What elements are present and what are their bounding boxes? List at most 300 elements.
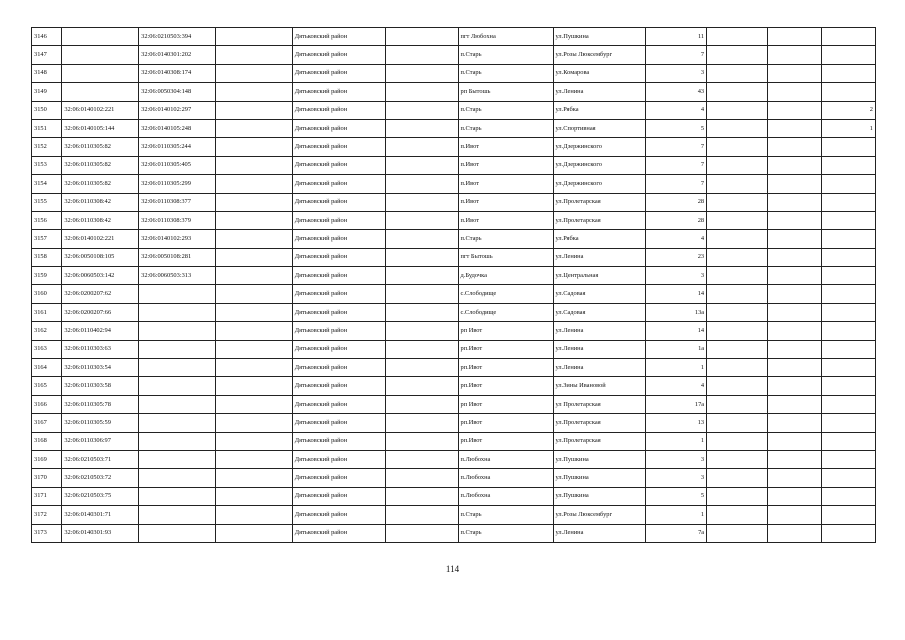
- row-index-cell: 3167: [32, 414, 62, 432]
- cadastral-number-parcel-cell: 32:06:0110305:59: [62, 414, 139, 432]
- street-cell: ул.Дзержинского: [553, 156, 646, 174]
- row-index-cell: 3159: [32, 267, 62, 285]
- extra-col-cell: [215, 83, 292, 101]
- district-cell: Дятьковский район: [292, 267, 385, 285]
- col-10-cell: [707, 46, 768, 64]
- col-10-cell: [707, 395, 768, 413]
- extra-col-cell: [215, 193, 292, 211]
- street-cell: ул.Садовая: [553, 285, 646, 303]
- col-12-cell: [822, 469, 876, 487]
- cadastral-number-parcel-cell: 32:06:0110303:54: [62, 359, 139, 377]
- extra-col-cell: [215, 156, 292, 174]
- cadastral-number-parcel-cell: 32:06:0110305:82: [62, 175, 139, 193]
- cadastral-number-parcel-cell: 32:06:0110303:58: [62, 377, 139, 395]
- street-cell: ул.Пушкина: [553, 487, 646, 505]
- row-index-cell: 3155: [32, 193, 62, 211]
- row-index-cell: 3172: [32, 506, 62, 524]
- col-11-cell: [767, 303, 822, 321]
- page-number: 114: [445, 564, 460, 574]
- table-row: [32, 64, 876, 82]
- extra-col-cell: [215, 211, 292, 229]
- table-row: [32, 303, 876, 321]
- settlement-cell: рп.Ивот: [458, 414, 553, 432]
- district-cell: Дятьковский район: [292, 138, 385, 156]
- extra-col-cell: [215, 175, 292, 193]
- table-row: [32, 101, 876, 119]
- empty-col-cell: [385, 377, 458, 395]
- cadastral-number-parcel-cell: [62, 46, 139, 64]
- table-row: [32, 469, 876, 487]
- street-cell: ул.Садовая: [553, 303, 646, 321]
- district-cell: Дятьковский район: [292, 506, 385, 524]
- col-12-cell: [822, 211, 876, 229]
- district-cell: Дятьковский район: [292, 432, 385, 450]
- empty-col-cell: [385, 340, 458, 358]
- table-row: [32, 285, 876, 303]
- house-number-cell: 7: [646, 156, 707, 174]
- cadastral-number-object-cell: 32:06:0210503:394: [139, 28, 216, 46]
- cadastral-number-parcel-cell: 32:06:0050108:105: [62, 248, 139, 266]
- table-row: [32, 211, 876, 229]
- cadastral-number-object-cell: [139, 506, 216, 524]
- table-row: [32, 487, 876, 505]
- street-cell: ул.Пролетарская: [553, 432, 646, 450]
- table-row: [32, 377, 876, 395]
- cadastral-number-parcel-cell: [62, 28, 139, 46]
- cadastral-number-parcel-cell: 32:06:0110305:82: [62, 156, 139, 174]
- col-11-cell: [767, 101, 822, 119]
- extra-col-cell: [215, 267, 292, 285]
- row-index-cell: 3158: [32, 248, 62, 266]
- house-number-cell: 1: [646, 506, 707, 524]
- col-12-cell: [822, 156, 876, 174]
- cadastral-number-object-cell: [139, 340, 216, 358]
- col-12-cell: [822, 414, 876, 432]
- settlement-cell: с.Слободище: [458, 303, 553, 321]
- settlement-cell: п.Старь: [458, 119, 553, 137]
- cadastral-number-object-cell: 32:06:0110305:405: [139, 156, 216, 174]
- empty-col-cell: [385, 248, 458, 266]
- cadastral-number-object-cell: 32:06:0050108:281: [139, 248, 216, 266]
- house-number-cell: 5: [646, 487, 707, 505]
- house-number-cell: 13а: [646, 303, 707, 321]
- table-row: [32, 28, 876, 46]
- col-10-cell: [707, 156, 768, 174]
- property-registry-table: [31, 27, 876, 543]
- house-number-cell: 14: [646, 322, 707, 340]
- empty-col-cell: [385, 193, 458, 211]
- cadastral-number-object-cell: [139, 450, 216, 468]
- street-cell: ул.Розы Люксембург: [553, 506, 646, 524]
- settlement-cell: рп.Ивот: [458, 340, 553, 358]
- settlement-cell: д.Будочка: [458, 267, 553, 285]
- settlement-cell: п.Старь: [458, 506, 553, 524]
- empty-col-cell: [385, 303, 458, 321]
- col-11-cell: [767, 285, 822, 303]
- col-12-cell: 2: [822, 101, 876, 119]
- col-11-cell: [767, 487, 822, 505]
- empty-col-cell: [385, 138, 458, 156]
- house-number-cell: 4: [646, 377, 707, 395]
- empty-col-cell: [385, 175, 458, 193]
- cadastral-number-object-cell: [139, 322, 216, 340]
- col-11-cell: [767, 211, 822, 229]
- cadastral-number-parcel-cell: 32:06:0210503:75: [62, 487, 139, 505]
- col-11-cell: [767, 322, 822, 340]
- district-cell: Дятьковский район: [292, 469, 385, 487]
- table-row: [32, 175, 876, 193]
- cadastral-number-object-cell: 32:06:0110305:299: [139, 175, 216, 193]
- row-index-cell: 3164: [32, 359, 62, 377]
- cadastral-number-object-cell: [139, 469, 216, 487]
- table-row: [32, 359, 876, 377]
- col-11-cell: [767, 248, 822, 266]
- street-cell: ул.Ленина: [553, 359, 646, 377]
- col-11-cell: [767, 340, 822, 358]
- settlement-cell: п.Ивот: [458, 175, 553, 193]
- empty-col-cell: [385, 156, 458, 174]
- col-12-cell: [822, 450, 876, 468]
- settlement-cell: с.Слободище: [458, 285, 553, 303]
- table-row: [32, 193, 876, 211]
- settlement-cell: п.Старь: [458, 101, 553, 119]
- district-cell: Дятьковский район: [292, 175, 385, 193]
- street-cell: ул.Пролетарская: [553, 414, 646, 432]
- row-index-cell: 3166: [32, 395, 62, 413]
- settlement-cell: п.Любохна: [458, 450, 553, 468]
- table-row: [32, 395, 876, 413]
- street-cell: ул.Спортивная: [553, 119, 646, 137]
- extra-col-cell: [215, 469, 292, 487]
- col-10-cell: [707, 359, 768, 377]
- extra-col-cell: [215, 377, 292, 395]
- col-12-cell: 1: [822, 119, 876, 137]
- row-index-cell: 3170: [32, 469, 62, 487]
- cadastral-number-parcel-cell: 32:06:0140105:144: [62, 119, 139, 137]
- street-cell: ул Пролетарская: [553, 395, 646, 413]
- district-cell: Дятьковский район: [292, 340, 385, 358]
- cadastral-number-object-cell: 32:06:0140102:293: [139, 230, 216, 248]
- col-11-cell: [767, 524, 822, 542]
- empty-col-cell: [385, 469, 458, 487]
- house-number-cell: 1: [646, 359, 707, 377]
- settlement-cell: рп.Ивот: [458, 377, 553, 395]
- cadastral-number-object-cell: 32:06:0140301:202: [139, 46, 216, 64]
- empty-col-cell: [385, 83, 458, 101]
- col-10-cell: [707, 450, 768, 468]
- table-row: [32, 46, 876, 64]
- district-cell: Дятьковский район: [292, 101, 385, 119]
- col-12-cell: [822, 395, 876, 413]
- empty-col-cell: [385, 285, 458, 303]
- cadastral-number-parcel-cell: 32:06:0140102:221: [62, 230, 139, 248]
- street-cell: ул.Дзержинского: [553, 138, 646, 156]
- district-cell: Дятьковский район: [292, 359, 385, 377]
- col-12-cell: [822, 359, 876, 377]
- col-11-cell: [767, 119, 822, 137]
- cadastral-number-object-cell: [139, 285, 216, 303]
- extra-col-cell: [215, 248, 292, 266]
- district-cell: Дятьковский район: [292, 230, 385, 248]
- house-number-cell: 7: [646, 175, 707, 193]
- extra-col-cell: [215, 28, 292, 46]
- table-row: [32, 322, 876, 340]
- col-12-cell: [822, 506, 876, 524]
- col-12-cell: [822, 138, 876, 156]
- street-cell: ул.Ленина: [553, 340, 646, 358]
- settlement-cell: рп.Ивот: [458, 359, 553, 377]
- district-cell: Дятьковский район: [292, 193, 385, 211]
- col-10-cell: [707, 138, 768, 156]
- house-number-cell: 14: [646, 285, 707, 303]
- empty-col-cell: [385, 506, 458, 524]
- col-11-cell: [767, 28, 822, 46]
- settlement-cell: п.Любохна: [458, 487, 553, 505]
- col-11-cell: [767, 414, 822, 432]
- cadastral-number-object-cell: 32:06:0140102:297: [139, 101, 216, 119]
- empty-col-cell: [385, 28, 458, 46]
- cadastral-number-parcel-cell: 32:06:0200207:66: [62, 303, 139, 321]
- col-12-cell: [822, 322, 876, 340]
- extra-col-cell: [215, 414, 292, 432]
- cadastral-number-parcel-cell: 32:06:0110308:42: [62, 211, 139, 229]
- house-number-cell: 13: [646, 414, 707, 432]
- col-12-cell: [822, 432, 876, 450]
- col-10-cell: [707, 322, 768, 340]
- row-index-cell: 3160: [32, 285, 62, 303]
- cadastral-number-object-cell: [139, 359, 216, 377]
- district-cell: Дятьковский район: [292, 524, 385, 542]
- col-10-cell: [707, 193, 768, 211]
- extra-col-cell: [215, 101, 292, 119]
- col-12-cell: [822, 248, 876, 266]
- row-index-cell: 3157: [32, 230, 62, 248]
- col-11-cell: [767, 506, 822, 524]
- settlement-cell: п.Старь: [458, 230, 553, 248]
- extra-col-cell: [215, 322, 292, 340]
- house-number-cell: 7: [646, 138, 707, 156]
- house-number-cell: 7: [646, 46, 707, 64]
- empty-col-cell: [385, 211, 458, 229]
- empty-col-cell: [385, 322, 458, 340]
- district-cell: Дятьковский район: [292, 46, 385, 64]
- col-10-cell: [707, 487, 768, 505]
- row-index-cell: 3171: [32, 487, 62, 505]
- street-cell: ул.Рябка: [553, 101, 646, 119]
- col-12-cell: [822, 46, 876, 64]
- house-number-cell: 23: [646, 248, 707, 266]
- row-index-cell: 3153: [32, 156, 62, 174]
- col-10-cell: [707, 101, 768, 119]
- table-row: [32, 248, 876, 266]
- street-cell: ул.Центральная: [553, 267, 646, 285]
- row-index-cell: 3169: [32, 450, 62, 468]
- col-12-cell: [822, 193, 876, 211]
- cadastral-number-object-cell: 32:06:0110308:377: [139, 193, 216, 211]
- col-10-cell: [707, 64, 768, 82]
- cadastral-number-object-cell: 32:06:0060503:313: [139, 267, 216, 285]
- table-row: [32, 230, 876, 248]
- house-number-cell: 1: [646, 432, 707, 450]
- street-cell: ул.Рябка: [553, 230, 646, 248]
- empty-col-cell: [385, 267, 458, 285]
- col-10-cell: [707, 267, 768, 285]
- col-12-cell: [822, 267, 876, 285]
- street-cell: ул.Розы Люксембург: [553, 46, 646, 64]
- district-cell: Дятьковский район: [292, 28, 385, 46]
- settlement-cell: рп Ивот: [458, 322, 553, 340]
- settlement-cell: п.Ивот: [458, 193, 553, 211]
- col-11-cell: [767, 267, 822, 285]
- col-11-cell: [767, 156, 822, 174]
- street-cell: ул.Пушкина: [553, 450, 646, 468]
- district-cell: Дятьковский район: [292, 119, 385, 137]
- col-12-cell: [822, 175, 876, 193]
- cadastral-number-parcel-cell: [62, 83, 139, 101]
- street-cell: ул.Пролетарская: [553, 193, 646, 211]
- settlement-cell: п.Старь: [458, 64, 553, 82]
- settlement-cell: пгт Бытошь: [458, 248, 553, 266]
- street-cell: ул.Комарова: [553, 64, 646, 82]
- col-10-cell: [707, 524, 768, 542]
- district-cell: Дятьковский район: [292, 414, 385, 432]
- house-number-cell: 3: [646, 469, 707, 487]
- street-cell: ул.Ленина: [553, 83, 646, 101]
- cadastral-number-parcel-cell: 32:06:0060503:142: [62, 267, 139, 285]
- cadastral-number-parcel-cell: 32:06:0110305:78: [62, 395, 139, 413]
- col-12-cell: [822, 285, 876, 303]
- street-cell: ул.Пушкина: [553, 28, 646, 46]
- col-11-cell: [767, 432, 822, 450]
- col-12-cell: [822, 303, 876, 321]
- table-row: [32, 156, 876, 174]
- district-cell: Дятьковский район: [292, 450, 385, 468]
- district-cell: Дятьковский район: [292, 395, 385, 413]
- col-11-cell: [767, 359, 822, 377]
- col-11-cell: [767, 377, 822, 395]
- settlement-cell: рп.Ивот: [458, 432, 553, 450]
- extra-col-cell: [215, 432, 292, 450]
- district-cell: Дятьковский район: [292, 285, 385, 303]
- row-index-cell: 3150: [32, 101, 62, 119]
- col-11-cell: [767, 64, 822, 82]
- extra-col-cell: [215, 524, 292, 542]
- house-number-cell: 3: [646, 64, 707, 82]
- settlement-cell: п.Любохна: [458, 469, 553, 487]
- cadastral-number-parcel-cell: 32:06:0110402:94: [62, 322, 139, 340]
- cadastral-number-object-cell: [139, 303, 216, 321]
- cadastral-number-object-cell: [139, 432, 216, 450]
- extra-col-cell: [215, 285, 292, 303]
- empty-col-cell: [385, 414, 458, 432]
- district-cell: Дятьковский район: [292, 248, 385, 266]
- extra-col-cell: [215, 395, 292, 413]
- cadastral-number-parcel-cell: 32:06:0110303:63: [62, 340, 139, 358]
- extra-col-cell: [215, 119, 292, 137]
- col-12-cell: [822, 377, 876, 395]
- row-index-cell: 3163: [32, 340, 62, 358]
- district-cell: Дятьковский район: [292, 322, 385, 340]
- extra-col-cell: [215, 46, 292, 64]
- street-cell: ул.Ленина: [553, 524, 646, 542]
- row-index-cell: 3147: [32, 46, 62, 64]
- col-11-cell: [767, 469, 822, 487]
- row-index-cell: 3161: [32, 303, 62, 321]
- col-11-cell: [767, 193, 822, 211]
- empty-col-cell: [385, 46, 458, 64]
- settlement-cell: рп Ивот: [458, 395, 553, 413]
- col-10-cell: [707, 230, 768, 248]
- row-index-cell: 3148: [32, 64, 62, 82]
- house-number-cell: 28: [646, 211, 707, 229]
- settlement-cell: п.Ивот: [458, 211, 553, 229]
- empty-col-cell: [385, 359, 458, 377]
- settlement-cell: рп Бытошь: [458, 83, 553, 101]
- house-number-cell: 17а: [646, 395, 707, 413]
- house-number-cell: 1а: [646, 340, 707, 358]
- table-row: [32, 506, 876, 524]
- table-row: [32, 524, 876, 542]
- col-10-cell: [707, 83, 768, 101]
- col-12-cell: [822, 64, 876, 82]
- table-row: [32, 267, 876, 285]
- empty-col-cell: [385, 450, 458, 468]
- cadastral-number-parcel-cell: [62, 64, 139, 82]
- empty-col-cell: [385, 487, 458, 505]
- empty-col-cell: [385, 230, 458, 248]
- empty-col-cell: [385, 432, 458, 450]
- cadastral-number-parcel-cell: 32:06:0110308:42: [62, 193, 139, 211]
- col-10-cell: [707, 414, 768, 432]
- row-index-cell: 3168: [32, 432, 62, 450]
- cadastral-number-object-cell: [139, 487, 216, 505]
- house-number-cell: 3: [646, 267, 707, 285]
- row-index-cell: 3165: [32, 377, 62, 395]
- row-index-cell: 3154: [32, 175, 62, 193]
- table-row: [32, 414, 876, 432]
- col-10-cell: [707, 119, 768, 137]
- extra-col-cell: [215, 303, 292, 321]
- settlement-cell: пгт Любохна: [458, 28, 553, 46]
- house-number-cell: 28: [646, 193, 707, 211]
- col-11-cell: [767, 83, 822, 101]
- col-12-cell: [822, 230, 876, 248]
- settlement-cell: п.Старь: [458, 524, 553, 542]
- cadastral-number-object-cell: 32:06:0110308:379: [139, 211, 216, 229]
- cadastral-number-object-cell: [139, 395, 216, 413]
- house-number-cell: 4: [646, 101, 707, 119]
- cadastral-number-parcel-cell: 32:06:0140301:93: [62, 524, 139, 542]
- col-11-cell: [767, 395, 822, 413]
- extra-col-cell: [215, 487, 292, 505]
- extra-col-cell: [215, 506, 292, 524]
- cadastral-number-parcel-cell: 32:06:0140102:221: [62, 101, 139, 119]
- col-10-cell: [707, 211, 768, 229]
- street-cell: ул.Пролетарская: [553, 211, 646, 229]
- row-index-cell: 3156: [32, 211, 62, 229]
- settlement-cell: п.Старь: [458, 46, 553, 64]
- cadastral-number-object-cell: [139, 524, 216, 542]
- empty-col-cell: [385, 524, 458, 542]
- row-index-cell: 3151: [32, 119, 62, 137]
- col-12-cell: [822, 83, 876, 101]
- house-number-cell: 5: [646, 119, 707, 137]
- cadastral-number-parcel-cell: 32:06:0210503:72: [62, 469, 139, 487]
- table-row: [32, 83, 876, 101]
- col-10-cell: [707, 506, 768, 524]
- table-row: [32, 450, 876, 468]
- table-row: [32, 119, 876, 137]
